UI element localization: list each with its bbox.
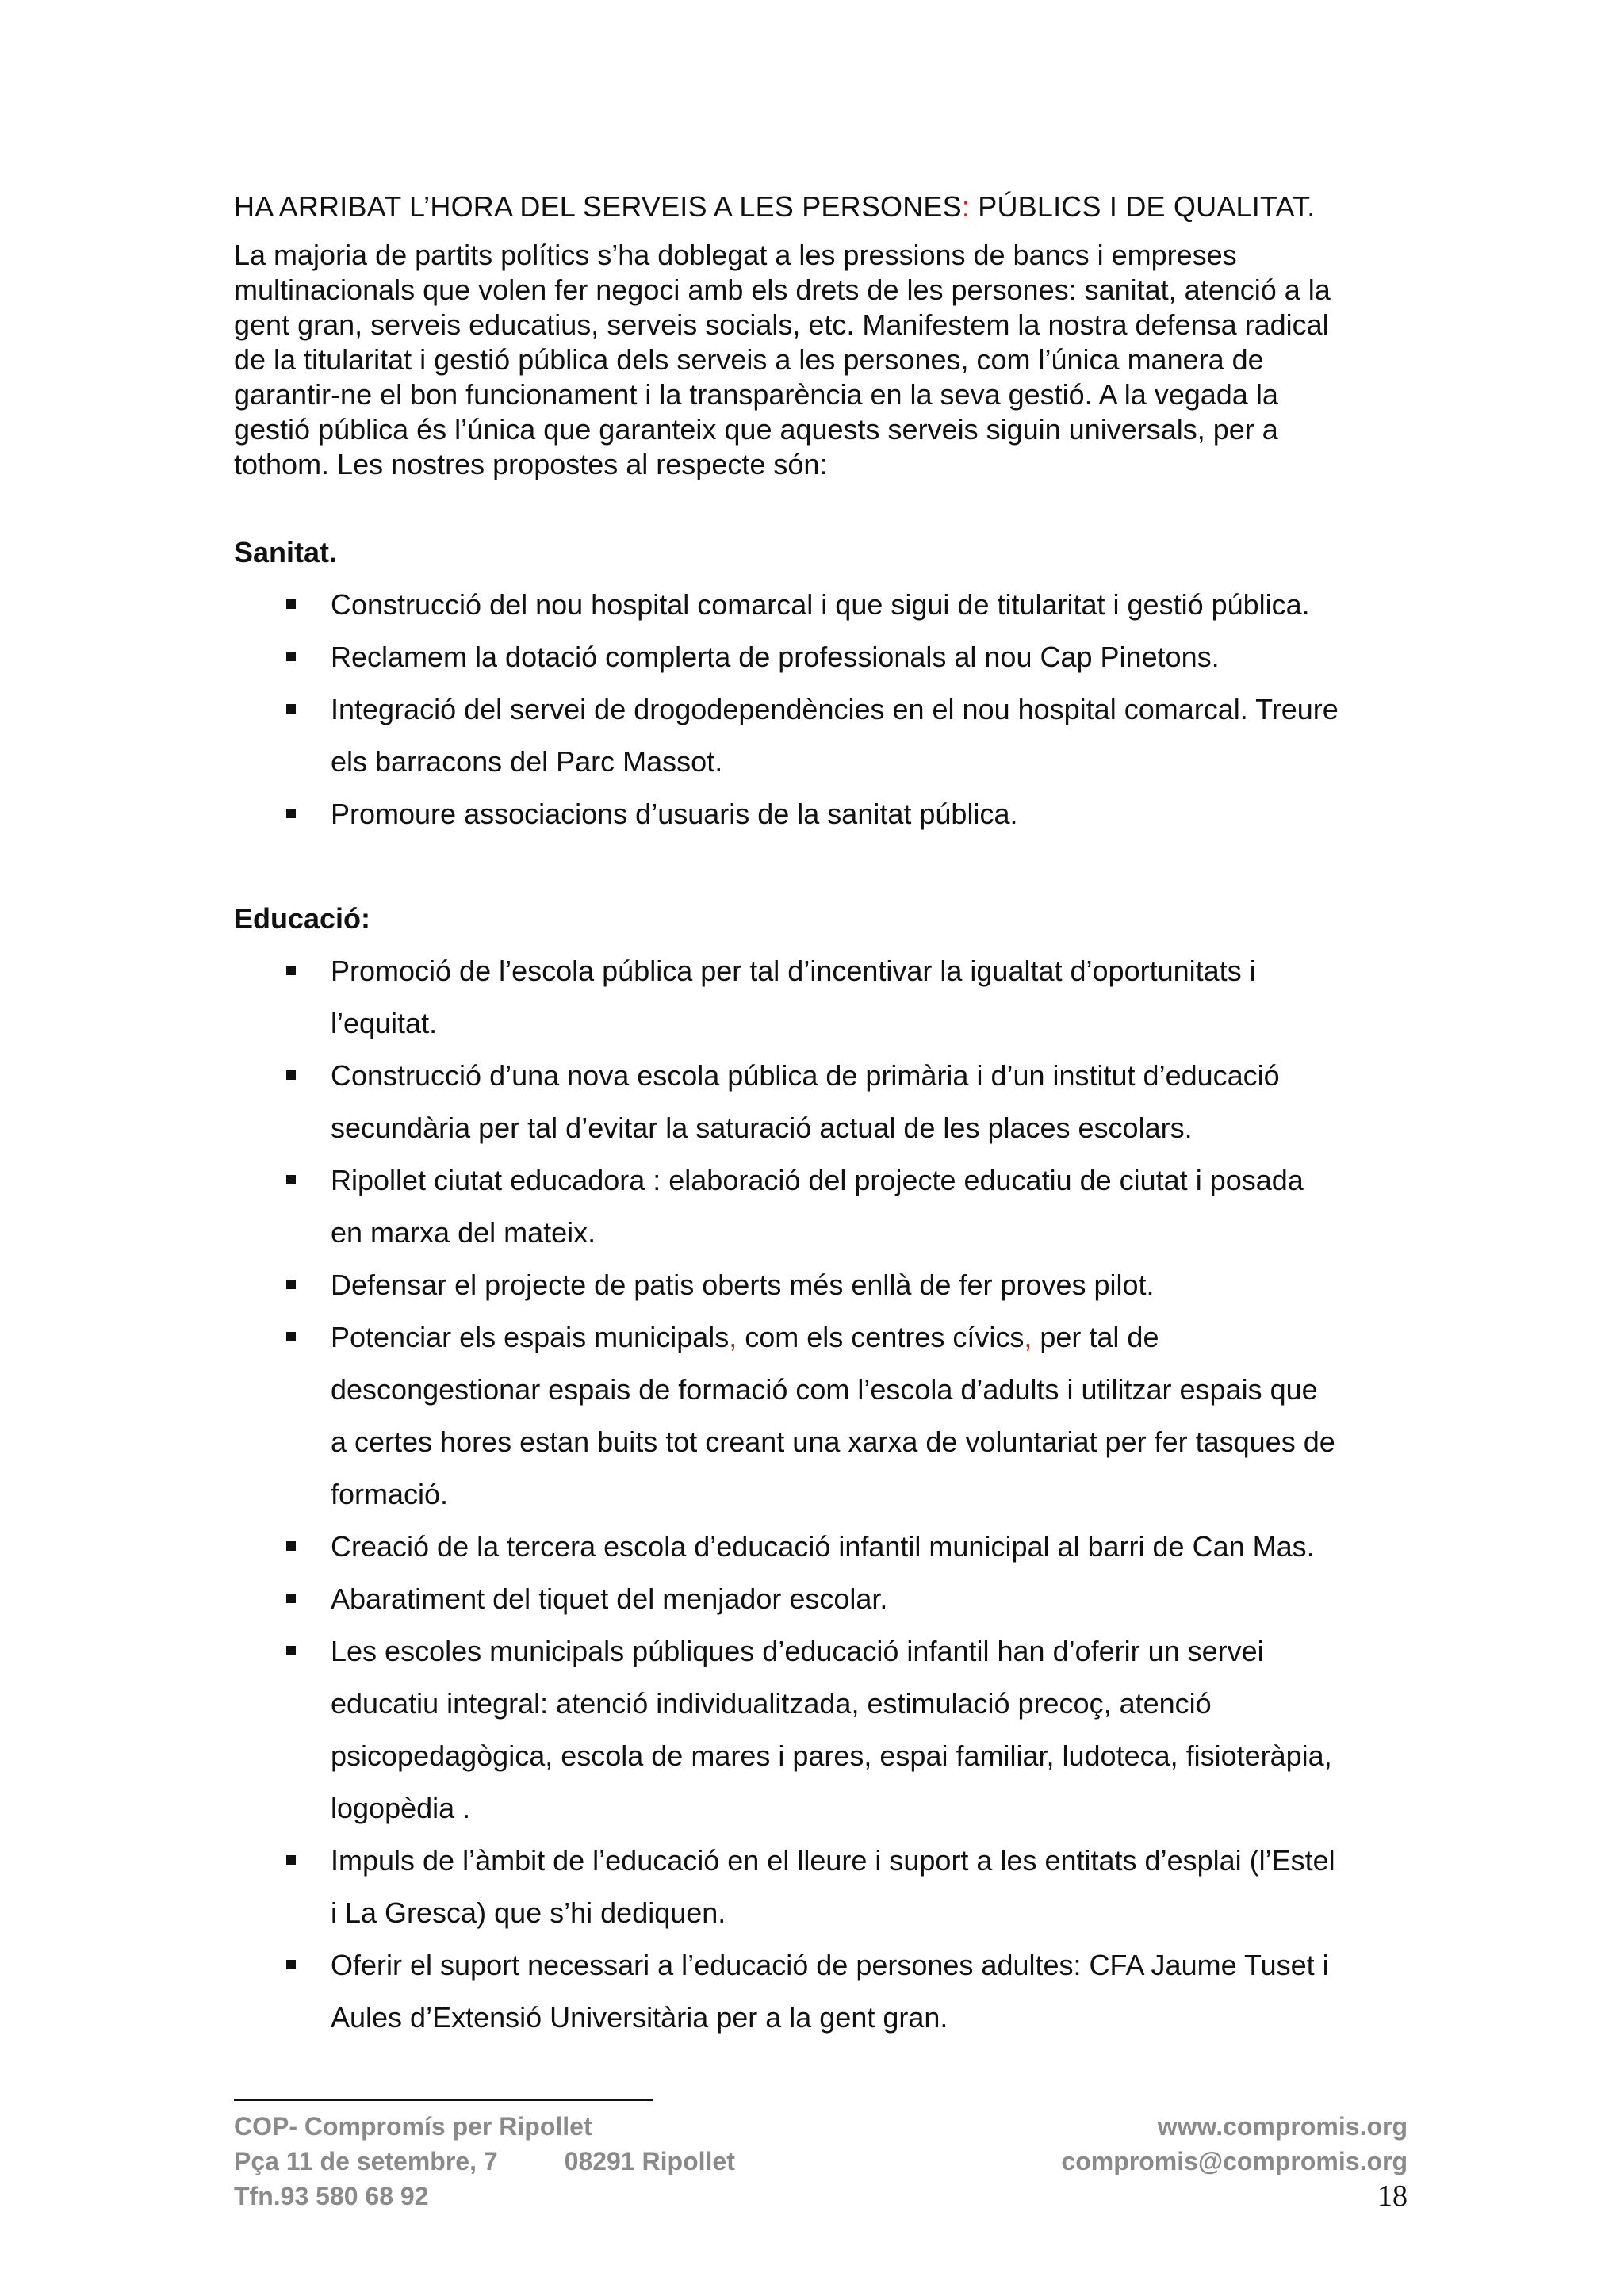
footer-address: Pça 11 de setembre, 7 — [234, 2147, 498, 2175]
list-item — [234, 1625, 1408, 1835]
item-line: formació. — [331, 1478, 449, 1510]
square-bullet-icon — [286, 966, 296, 975]
page-content — [234, 187, 1408, 2044]
list-item — [234, 1521, 1408, 1573]
title-colon: : — [961, 190, 971, 223]
list-item — [234, 1259, 1408, 1311]
list-item — [234, 1050, 1408, 1154]
footer-postal: 08291 Ripollet — [564, 2147, 735, 2175]
title-main: HA ARRIBAT L’HORA DEL SERVEIS A LES PERSONES — [234, 190, 962, 223]
footer-org: COP- Compromís per Ripollet — [234, 2112, 592, 2141]
footer-email-link[interactable]: compromis@compromis.org — [1061, 2147, 1408, 2175]
square-bullet-icon — [286, 1541, 296, 1551]
square-bullet-icon — [286, 1070, 296, 1080]
list-item — [234, 945, 1408, 1050]
list-item — [234, 788, 1408, 840]
page-footer — [234, 2085, 1408, 2220]
square-bullet-icon — [286, 652, 296, 661]
item-line: Promoure associacions d’usuaris de la sanitat pública. — [331, 798, 1018, 830]
item-line: Promoció de l’escola pública per tal d’incentivar la igualtat d’oportunitats i — [331, 955, 1256, 987]
item-line: Potenciar els espais municipals, com els centres cívics, per tal de — [331, 1321, 1159, 1353]
page-number: 18 — [1377, 2179, 1408, 2213]
list-item — [234, 1154, 1408, 1259]
intro-line: de la titularitat i gestió pública dels serveis a les persones, com l’única manera de — [234, 343, 1264, 376]
item-line: Construcció d’una nova escola pública de primària i d’un institut d’educació — [331, 1059, 1280, 1092]
item-line: Abaratiment del tiquet del menjador escolar. — [331, 1582, 888, 1615]
item-line: Construcció del nou hospital comarcal i que sigui de titularitat i gestió pública. — [331, 588, 1310, 621]
item-line: Aules d’Extensió Universitària per a la gent gran. — [331, 2001, 948, 2034]
item-line: a certes hores estan buits tot creant una xarxa de voluntariat per fer tasques de — [331, 1425, 1335, 1458]
footer-contact-right — [1061, 2109, 1408, 2214]
section-title-serveis — [234, 187, 1408, 227]
item-line: educatiu integral: atenció individualitzada, estimulació precoç, atenció — [331, 1687, 1212, 1720]
list-educacio — [234, 945, 1408, 2044]
item-line: Les escoles municipals públiques d’educació infantil han d’oferir un servei — [331, 1635, 1264, 1667]
list-item — [234, 1835, 1408, 1939]
list-item — [234, 631, 1408, 683]
item-line: i La Gresca) que s’hi dediquen. — [331, 1896, 726, 1929]
item-line: descongestionar espais de formació com l’escola d’adults i utilitzar espais que — [331, 1373, 1318, 1406]
square-bullet-icon — [286, 1280, 296, 1289]
item-line: els barracons del Parc Massot. — [331, 745, 723, 778]
intro-line: La majoria de partits polítics s’ha doblegat a les pressions de bancs i empreses — [234, 239, 1237, 271]
item-line: Integració del servei de drogodependències en el nou hospital comarcal. Treure — [331, 693, 1339, 725]
square-bullet-icon — [286, 1594, 296, 1603]
item-line: Defensar el projecte de patis oberts més enllà de fer proves pilot. — [331, 1269, 1155, 1301]
list-sanitat — [234, 579, 1408, 840]
intro-line: garantir-ne el bon funcionament i la transparència en la seva gestió. A la vegada la — [234, 378, 1278, 411]
intro-line: multinacionals que volen fer negoci amb els drets de les persones: sanitat, atenció a la — [234, 274, 1331, 306]
square-bullet-icon — [286, 1175, 296, 1184]
intro-line: tothom. Les nostres propostes al respecte són: — [234, 448, 828, 480]
square-bullet-icon — [286, 599, 296, 609]
list-item — [234, 579, 1408, 631]
item-line: Creació de la tercera escola d’educació infantil municipal al barri de Can Mas. — [331, 1530, 1315, 1563]
square-bullet-icon — [286, 1960, 296, 1969]
item-line: l’equitat. — [331, 1007, 438, 1039]
square-bullet-icon — [286, 1646, 296, 1655]
item-line: psicopedagògica, escola de mares i pares, espai familiar, ludoteca, fisioteràpia, — [331, 1739, 1332, 1772]
item-line: logopèdia . — [331, 1792, 471, 1824]
intro-paragraph — [234, 238, 1408, 482]
square-bullet-icon — [286, 809, 296, 818]
square-bullet-icon — [286, 1855, 296, 1865]
heading-educacio: Educació: — [234, 902, 371, 935]
footer-contact-left — [234, 2109, 735, 2214]
title-rest: PÚBLICS I DE QUALITAT. — [970, 190, 1316, 223]
item-line: en marxa del mateix. — [331, 1216, 596, 1249]
square-bullet-icon — [286, 1332, 296, 1341]
footer-address-line — [234, 2144, 735, 2179]
square-bullet-icon — [286, 704, 296, 714]
item-line: Impuls de l’àmbit de l’educació en el lleure i suport a les entitats d’esplai (l’Estel — [331, 1844, 1335, 1877]
intro-line: gent gran, serveis educatius, serveis socials, etc. Manifestem la nostra defensa radical — [234, 308, 1329, 341]
intro-line: gestió pública és l’única que garanteix que aquests serveis siguin universals, per a — [234, 413, 1278, 446]
footer-divider — [234, 2099, 653, 2101]
list-item — [234, 683, 1408, 788]
item-line: Reclamem la dotació complerta de professionals al nou Cap Pinetons. — [331, 641, 1220, 673]
item-line: Oferir el suport necessari a l’educació de persones adultes: CFA Jaume Tuset i — [331, 1949, 1329, 1981]
item-line: secundària per tal d’evitar la saturació actual de les places escolars. — [331, 1112, 1193, 1144]
list-item — [234, 1939, 1408, 2044]
list-item — [234, 1573, 1408, 1625]
footer-phone: Tfn.93 580 68 92 — [234, 2182, 429, 2210]
heading-sanitat: Sanitat. — [234, 536, 338, 568]
item-line: Ripollet ciutat educadora : elaboració del projecte educatiu de ciutat i posada — [331, 1164, 1304, 1196]
list-item — [234, 1311, 1408, 1521]
footer-website-link[interactable]: www.compromis.org — [1157, 2112, 1408, 2141]
